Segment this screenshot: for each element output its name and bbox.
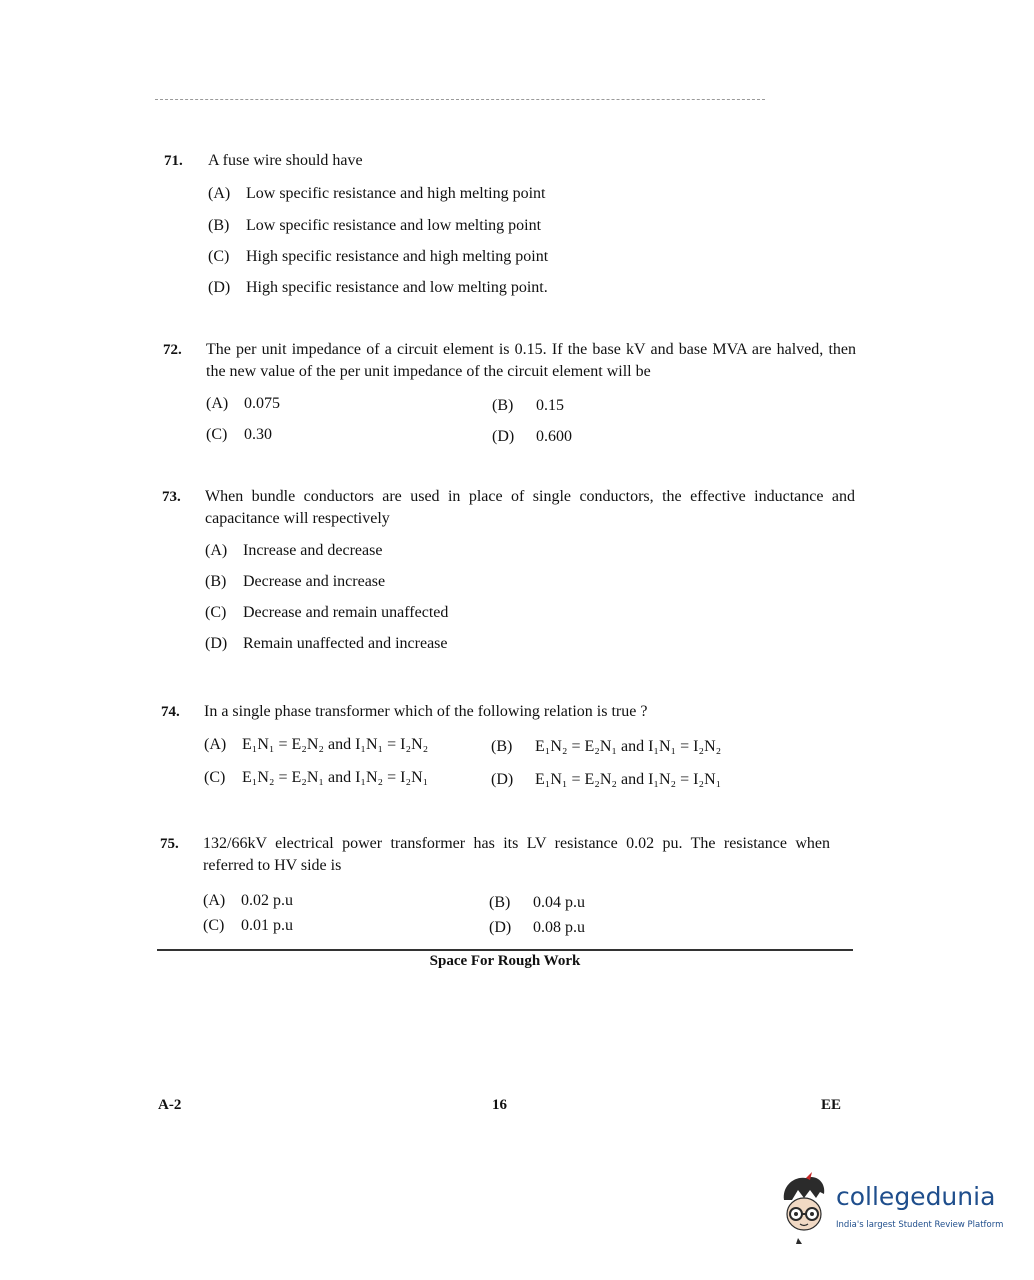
option-c: (C) Decrease and remain unaffected xyxy=(205,604,449,621)
brand-tagline: India's largest Student Review Platform xyxy=(836,1220,1004,1230)
option-b: (B) 0.15 xyxy=(492,397,564,414)
option-a: (A) 0.075 xyxy=(206,395,280,412)
option-d: (D) High specific resistance and low melting point. xyxy=(208,279,548,296)
question-text: A fuse wire should have xyxy=(208,152,363,169)
option-b: (B) Decrease and increase xyxy=(205,573,386,590)
option-c: (C) E₁N₂ = E₂N₁ and I₁N₂ = I₂N₁ xyxy=(204,769,429,786)
question-text: In a single phase transformer which of the following relation is true ? xyxy=(204,703,648,720)
mascot-logo-icon xyxy=(776,1172,834,1247)
option-a: (A) E₁N₁ = E₂N₂ and I₁N₁ = I₂N₂ xyxy=(204,736,429,753)
option-b: (B) E₁N₂ = E₂N₁ and I₁N₁ = I₂N₂ xyxy=(491,738,722,755)
option-d: (D) Remain unaffected and increase xyxy=(205,635,448,652)
option-a: (A) 0.02 p.u xyxy=(203,892,293,909)
question-number: 75. xyxy=(160,836,179,852)
option-a: (A) Low specific resistance and high melting point xyxy=(208,185,546,202)
option-c: (C) 0.01 p.u xyxy=(203,917,293,934)
question-number: 73. xyxy=(162,489,181,505)
brand-name: collegedunia xyxy=(836,1182,996,1211)
page-number: 16 xyxy=(492,1097,507,1113)
question-number: 72. xyxy=(163,342,182,358)
option-b: (B) 0.04 p.u xyxy=(489,894,585,911)
rough-work-divider xyxy=(157,949,853,951)
top-dashed-rule xyxy=(155,99,765,100)
option-d: (D) 0.08 p.u xyxy=(489,919,585,936)
question-number: 71. xyxy=(164,153,183,169)
option-d: (D) 0.600 xyxy=(492,428,572,445)
question-text: 132/66kV electrical power transformer has its LV resistance 0.02 pu. The resistance when referred to HV side is xyxy=(203,835,830,874)
question-text: The per unit impedance of a circuit element is 0.15. If the base kV and base MVA are halved, then the new value of the per unit impedance of the circuit element will be xyxy=(206,341,856,380)
option-b: (B) Low specific resistance and low melting point xyxy=(208,217,542,234)
footer-series-code: A-2 xyxy=(158,1097,182,1113)
option-c: (C) High specific resistance and high melting point xyxy=(208,248,549,265)
footer-subject-code: EE xyxy=(821,1097,842,1113)
question-number: 74. xyxy=(161,704,180,720)
option-a: (A) Increase and decrease xyxy=(205,542,383,559)
option-d: (D) E₁N₁ = E₂N₂ and I₁N₂ = I₂N₁ xyxy=(491,771,722,788)
collegedunia-watermark xyxy=(776,1172,1006,1247)
question-text: When bundle conductors are used in place of single conductors, the effective inductance and capacitance will respectively xyxy=(205,488,855,527)
rough-work-label: Space For Rough Work xyxy=(429,953,581,969)
option-c: (C) 0.30 xyxy=(206,426,272,443)
